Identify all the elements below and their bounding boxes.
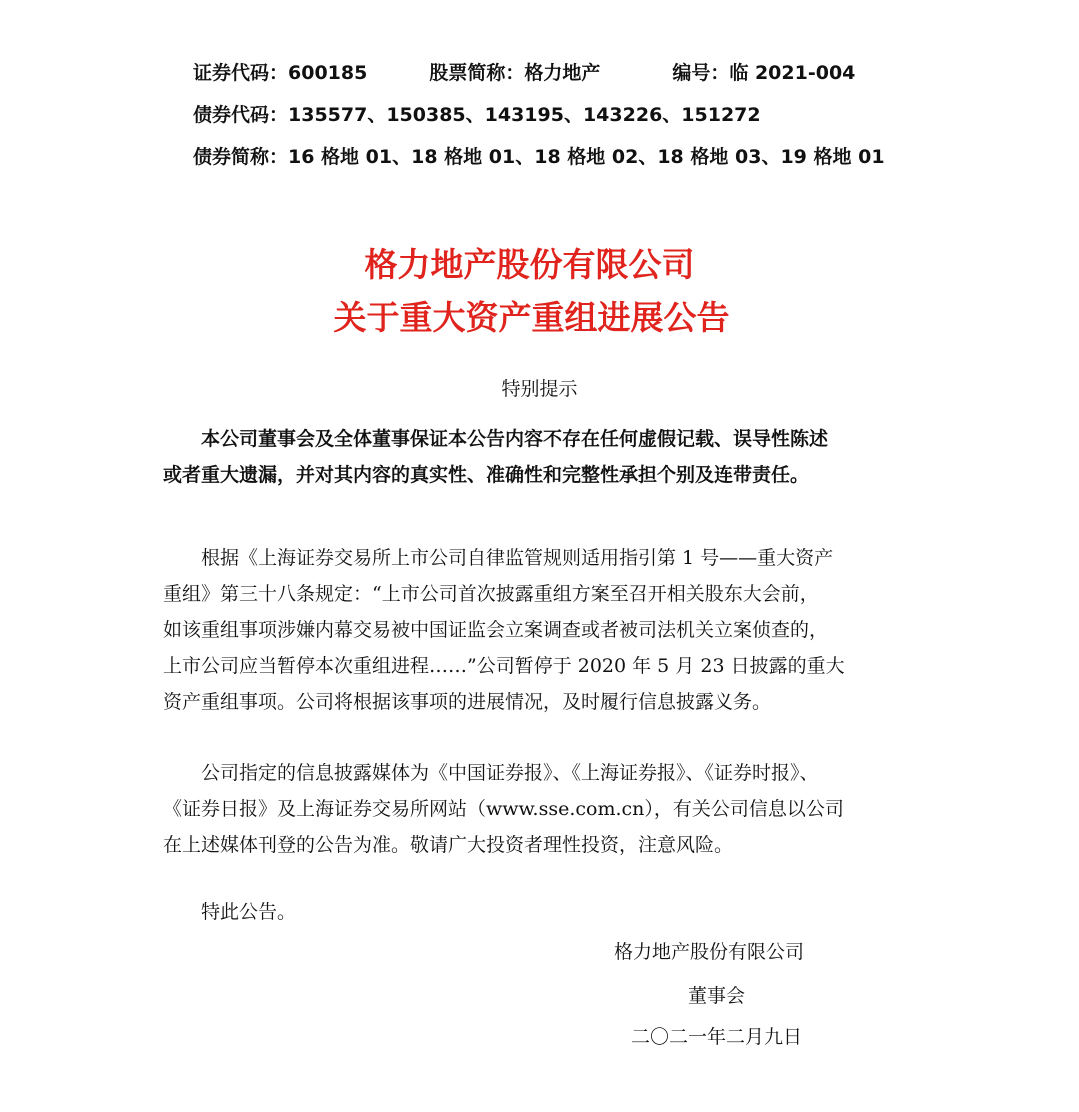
body-paragraph-1: [163, 540, 923, 720]
notice-heading: 特别提示: [501, 378, 578, 400]
bond-names: 债券简称：16 格地 01、18 格地 01、18 格地 02、18 格地 03、19 格地 01: [193, 146, 885, 168]
body-line: 在上述媒体刊登的公告为准。敬请广大投资者理性投资，注意风险。: [163, 834, 734, 856]
announcement-number: 编号：临 2021-004: [672, 62, 856, 84]
body-line: 公司指定的信息披露媒体为《中国证券报》、《上海证券报》、《证券时报》、: [163, 762, 819, 784]
header-line-codes: [193, 61, 855, 85]
body-line: 重组》第三十八条规定：“上市公司首次披露重组方案至召开相关股东大会前，: [163, 583, 819, 605]
closing-paragraph: [163, 894, 923, 930]
closing-line: 特此公告。: [163, 901, 297, 923]
bond-codes: 债券代码：135577、150385、143195、143226、151272: [193, 104, 761, 126]
signature-date: 二〇二一年二月九日: [631, 1026, 803, 1048]
body-line: 如该重组事项涉嫌内幕交易被中国证监会立案调查或者被司法机关立案侦查的，: [163, 619, 829, 641]
notice-line: 或者重大遗漏，并对其内容的真实性、准确性和完整性承担个别及连带责任。: [163, 464, 810, 486]
body-line: 资产重组事项。公司将根据该事项的进展情况，及时履行信息披露义务。: [163, 691, 772, 713]
signature-company: 格力地产股份有限公司: [614, 941, 805, 963]
body-line: 上市公司应当暂停本次重组进程……”公司暂停于 2020 年 5 月 23 日披露的重大: [163, 655, 845, 677]
title-company: 格力地产股份有限公司: [364, 245, 695, 284]
signature-board: 董事会: [688, 985, 746, 1007]
title-subject: 关于重大资产重组进展公告: [333, 298, 730, 337]
body-paragraph-2: [163, 755, 923, 863]
notice-paragraph: [163, 421, 923, 493]
stock-code: 证券代码：600185: [193, 62, 368, 84]
body-line: 《证券日报》及上海证券交易所网站（www.sse.com.cn），有关公司信息以公司: [163, 798, 844, 820]
stock-name: 股票简称：格力地产: [429, 62, 601, 84]
body-line: 根据《上海证券交易所上市公司自律监管规则适用指引第 1 号——重大资产: [163, 547, 834, 569]
notice-line: 本公司董事会及全体董事保证本公告内容不存在任何虚假记载、误导性陈述: [163, 428, 829, 450]
